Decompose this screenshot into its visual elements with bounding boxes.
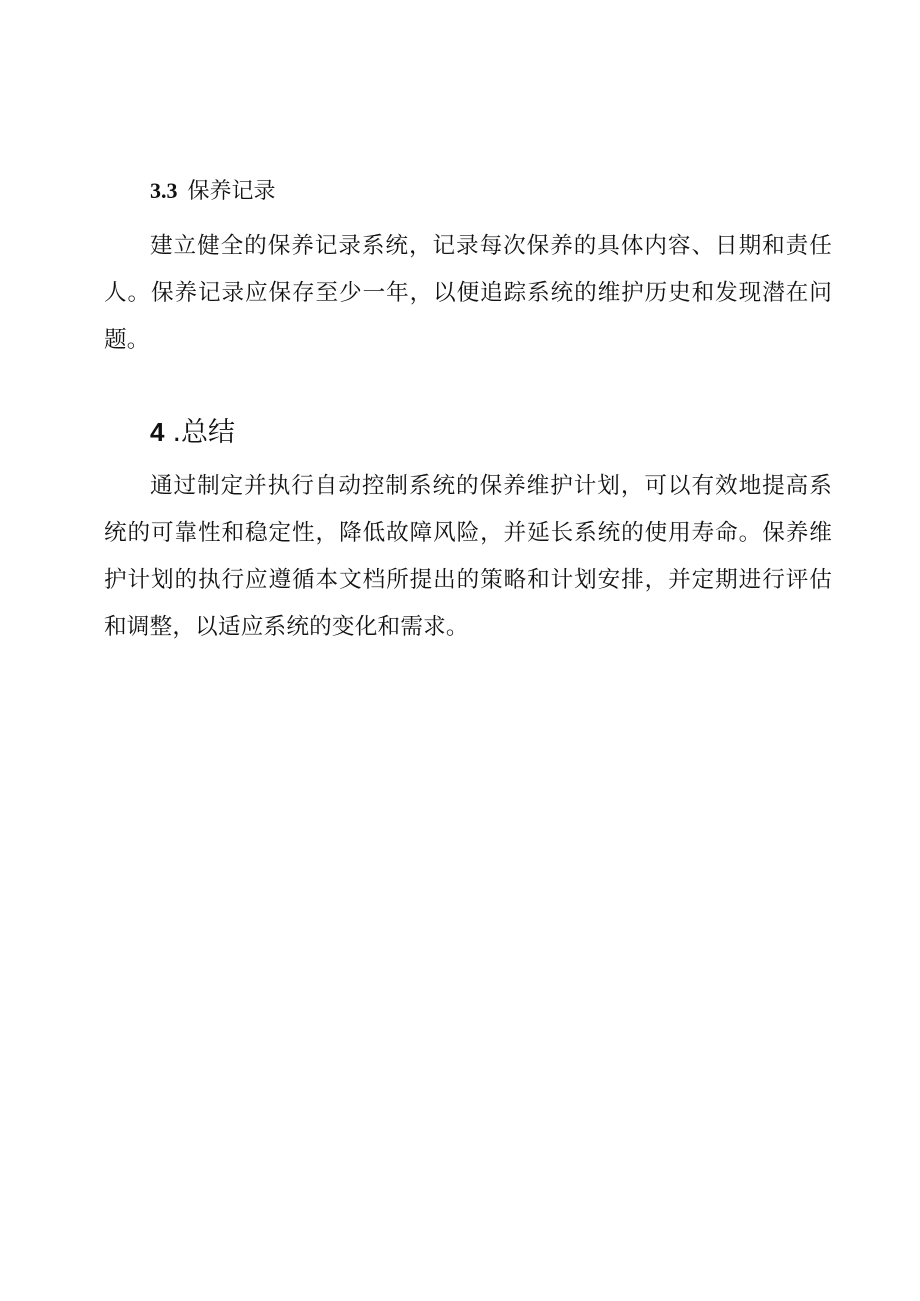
- section-heading: [104, 176, 832, 207]
- chapter-paragraph: 通过制定并执行自动控制系统的保养维护计划，可以有效地提高系统的可靠性和稳定性，降低故障风险，并延长系统的使用寿命。保养维护计划的执行应遵循本文档所提出的策略和计划安排，并定期进行评估和调整，以适应系统的变化和需求。: [104, 473, 832, 640]
- chapter-heading: [104, 414, 832, 451]
- section-number: 3.3: [150, 178, 178, 203]
- section-maintenance-records: [104, 176, 832, 364]
- section-summary: [104, 414, 832, 651]
- chapter-title: .总结: [172, 417, 236, 448]
- section-title: 保养记录: [187, 179, 276, 204]
- section-paragraph: 建立健全的保养记录系统，记录每次保养的具体内容、日期和责任人。保养记录应保存至少一年，以便追踪系统的维护历史和发现潜在问题。: [104, 233, 832, 353]
- chapter-number: 4: [150, 417, 165, 447]
